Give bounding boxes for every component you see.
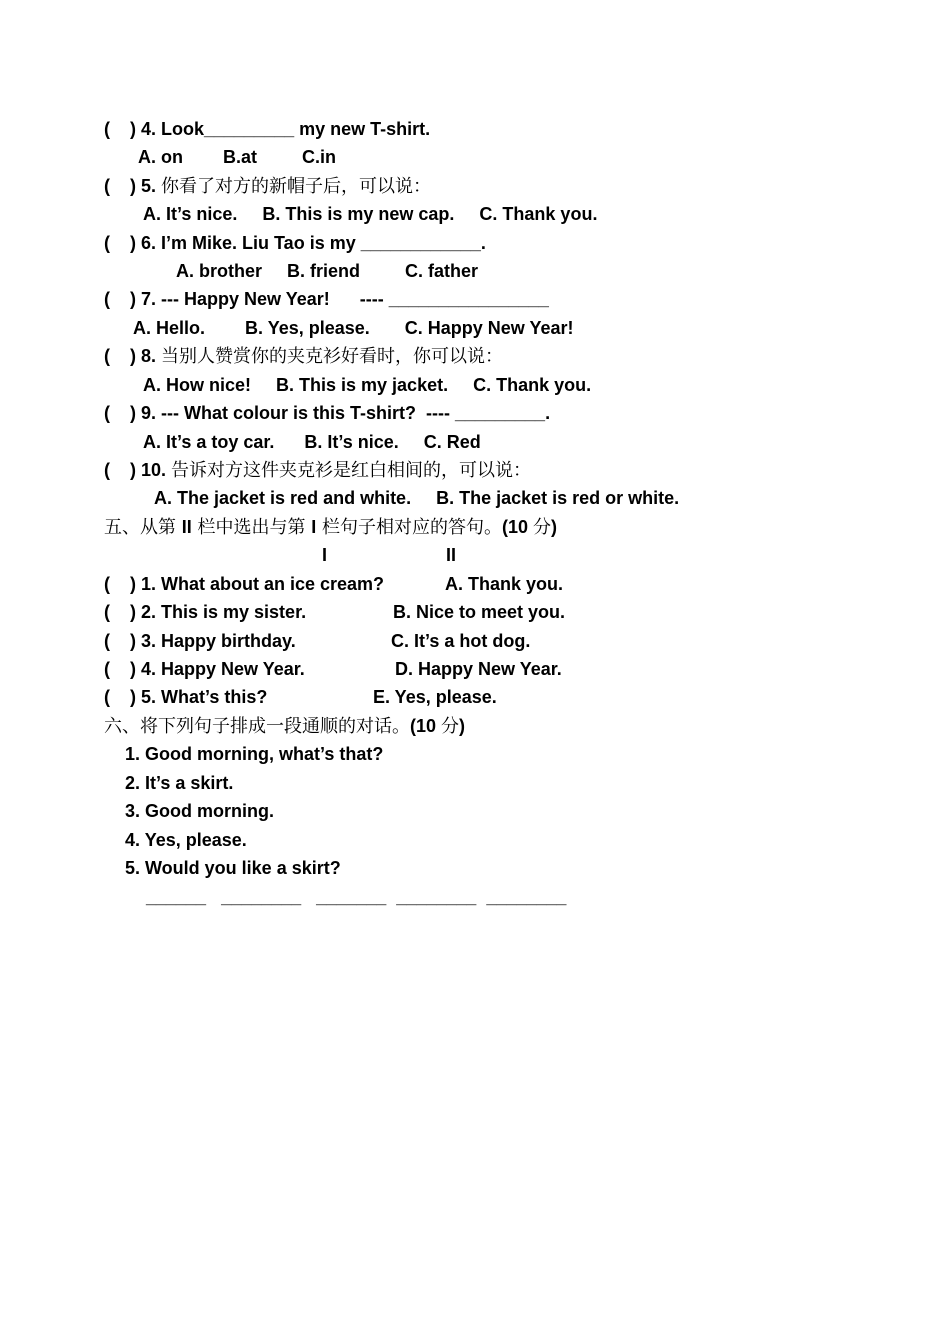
q8-stem [104,345,503,368]
dialogue-sentence: 2. It’s a skirt. [125,773,234,793]
dialogue-sentence: 4. Yes, please. [125,830,247,850]
q9-stem: ( ) 9. --- What colour is this T-shirt? ---- _________. [104,403,551,423]
q5-stem-chinese: 你看了对方的新帽子后，可以说： [161,176,432,197]
match-question: ( ) 3. Happy birthday. [104,631,296,651]
section5-title-part: ) [550,517,557,537]
match-answer: D. Happy New Year. [395,659,562,679]
q8-stem-chinese: 当别人赞赏你的夹克衫好看时，你可以说： [161,346,504,367]
q5-number: ( ) 5. [104,176,162,196]
q10-stem-chinese: 告诉对方这件夹克衫是红白相间的，可以说： [171,460,532,481]
dialogue-sentence: 5. Would you like a skirt? [125,858,341,878]
section6-title-part: (10 [410,716,442,736]
q7-stem: ( ) 7. --- Happy New Year! ---- ________________ [104,289,549,309]
dialogue-sentence: 1. Good morning, what’s that? [125,744,384,764]
match-question: ( ) 1. What about an ice cream? [104,574,385,594]
column-header-ii: II [446,545,457,565]
column-header-i: I [322,545,328,565]
match-answer: C. It’s a hot dog. [391,631,531,651]
q5-stem [104,175,431,198]
section5-title-part: 栏中选出与第 [191,517,312,538]
q6-stem: ( ) 6. I’m Mike. Liu Tao is my ____________. [104,233,486,253]
q4-options: A. on B.at C.in [138,147,337,167]
match-question: ( ) 5. What’s this? [104,687,268,707]
dialogue-sentence: 3. Good morning. [125,801,274,821]
match-answer: A. Thank you. [445,574,564,594]
section5-title-part: II [181,517,192,537]
q7-options: A. Hello. B. Yes, please. C. Happy New Year! [133,318,574,338]
q10-stem [104,459,531,482]
section5-title-part: 五、从第 [104,517,182,538]
section6-title-part: 六、将下列句子排成一段通顺的对话。 [104,716,410,737]
section5-title-part: I [311,517,317,537]
q6-options: A. brother B. friend C. father [176,261,479,281]
section5-title [104,516,557,539]
q4-stem: ( ) 4. Look_________ my new T-shirt. [104,119,431,139]
answer-blanks[interactable]: ______ ________ _______ ________ ________ [146,887,567,907]
section5-title-part: 分 [532,517,551,538]
match-answer: B. Nice to meet you. [393,602,566,622]
q5-options: A. It’s nice. B. This is my new cap. C. Thank you. [143,204,598,224]
match-question: ( ) 4. Happy New Year. [104,659,305,679]
q8-number: ( ) 8. [104,346,162,366]
q9-options: A. It’s a toy car. B. It’s nice. C. Red [143,432,481,452]
match-question: ( ) 2. This is my sister. [104,602,307,622]
q10-number: ( ) 10. [104,460,172,480]
match-answer: E. Yes, please. [373,687,497,707]
section5-title-part: 栏句子相对应的答句。 [316,517,502,538]
section6-title [104,715,465,738]
q10-options: A. The jacket is red and white. B. The jacket is red or white. [154,488,680,508]
section6-title-part: ) [459,716,466,736]
section6-title-part: 分 [441,716,460,737]
section5-title-part: (10 [501,517,533,537]
q8-options: A. How nice! B. This is my jacket. C. Thank you. [143,375,592,395]
